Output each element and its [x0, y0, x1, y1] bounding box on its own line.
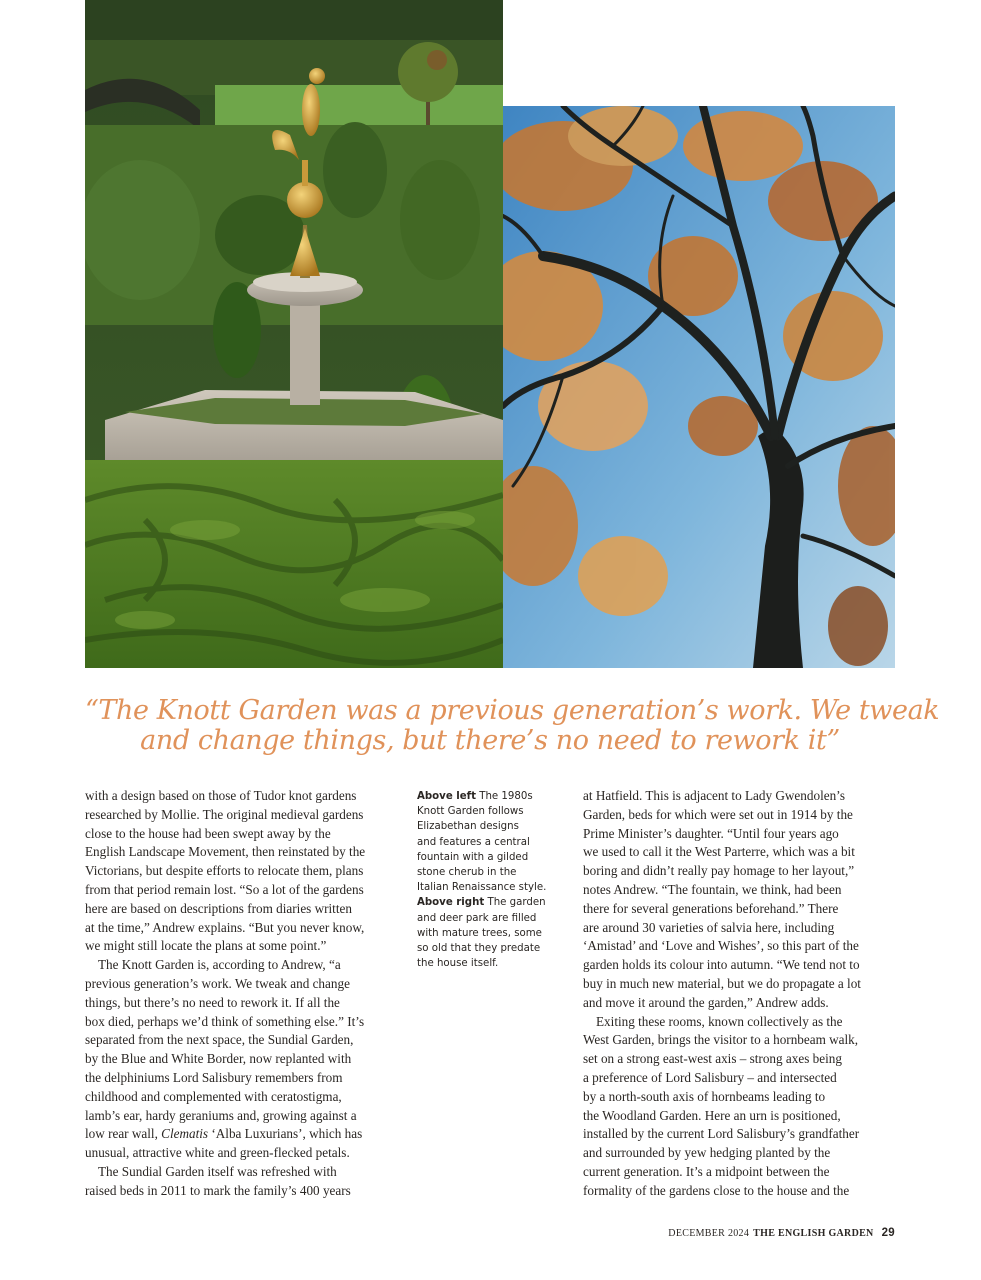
text-line: here are based on descriptions from diaries written [85, 900, 352, 916]
text-line: lamb’s ear, hardy geraniums and, growing against a [85, 1107, 357, 1123]
text-line: West Garden, brings the visitor to a hornbeam walk, [583, 1032, 859, 1048]
text-line: and surrounded by yew hedging planted by the [583, 1145, 831, 1161]
text-line: the delphiniums Lord Salisbury remembers from [85, 1069, 343, 1085]
caption-line: Elizabethan designs [417, 821, 519, 833]
caption-line: with mature trees, some [417, 927, 542, 939]
pull-quote-line: “The Knott Garden was a previous generation’s work. We tweak [85, 695, 940, 726]
caption-line [417, 895, 567, 910]
caption-text: The garden [487, 897, 546, 909]
text-line: garden holds its colour into autumn. “We tend not to [583, 957, 860, 973]
text-line: formality of the gardens close to the house and the [583, 1182, 850, 1198]
caption-line: fountain with a gilded [417, 851, 529, 863]
body-column-left [85, 787, 395, 1201]
paragraph [85, 787, 395, 956]
caption-line: and deer park are filled [417, 912, 537, 924]
text-line: Exiting these rooms, known collectively as the [596, 1013, 843, 1029]
caption-line: so old that they predate [417, 943, 541, 955]
paragraph [85, 956, 395, 1163]
text-line: ‘Amistad’ and ‘Love and Wishes’, so this part of the [583, 938, 859, 954]
text-line: are around 30 varieties of salvia here, including [583, 919, 835, 935]
text-line: English Landscape Movement, then reinstated by the [85, 844, 366, 860]
plant-name-italic: Clematis [161, 1126, 209, 1142]
paragraph [583, 787, 895, 1013]
text-line: the Woodland Garden. Here an urn is positioned, [583, 1107, 841, 1123]
text-line: current generation. It’s a midpoint between the [583, 1163, 830, 1179]
page-number: 29 [881, 1227, 895, 1239]
text-line: things, but there’s no need to rework it. If all the [85, 994, 340, 1010]
text-line: researched by Mollie. The original medieval gardens [85, 806, 364, 822]
text-line: box died, perhaps we’d think of something else.” It’s [85, 1013, 365, 1029]
text-line: Garden, beds for which were set out in 1914 by the [583, 806, 853, 822]
text-line: we used to call it the West Parterre, which was a bit [583, 844, 855, 860]
pull-quote-line: and change things, but there’s no need to rework it” [140, 725, 840, 756]
text-line: set on a strong east-west axis – strong axes being [583, 1051, 842, 1067]
text-line: boring and didn’t really pay homage to her layout,” [583, 863, 855, 879]
paragraph [85, 1163, 395, 1201]
issue-date: DECEMBER 2024 [668, 1228, 750, 1239]
caption-text: The 1980s [479, 791, 533, 802]
text-fragment: ‘Alba Luxurians’, which has [211, 1126, 363, 1142]
text-line: notes Andrew. “The fountain, we think, had been [583, 881, 842, 897]
text-fragment: low rear wall, [85, 1126, 158, 1142]
text-line: and move it around the garden,” Andrew adds. [583, 994, 829, 1010]
text-line: Victorians, but despite efforts to relocate them, plans [85, 863, 364, 879]
text-line: raised beds in 2011 to mark the family’s 400 years [85, 1182, 351, 1198]
text-line: previous generation’s work. We tweak and change [85, 975, 350, 991]
text-line: at Hatfield. This is adjacent to Lady Gwendolen’s [583, 788, 845, 803]
autumn-tree-canopy-photo [503, 106, 895, 668]
text-line: buy in much new material, but we do propagate a lot [583, 975, 861, 991]
text-line: at the time,” Andrew explains. “But you never know, [85, 919, 365, 935]
caption-line: and features a central [417, 836, 530, 848]
text-line [85, 1125, 395, 1144]
text-line: close to the house had been swept away by the [85, 825, 331, 841]
text-line: The Knott Garden is, according to Andrew, “a [98, 957, 341, 973]
photo-caption [417, 789, 567, 971]
pull-quote [85, 695, 940, 756]
text-line: with a design based on those of Tudor knot gardens [85, 788, 357, 803]
text-line: installed by the current Lord Salisbury’s grandfather [583, 1126, 860, 1142]
text-line: we might still locate the plans at some point.” [85, 938, 327, 954]
caption-line: the house itself. [417, 958, 499, 970]
text-line: Prime Minister’s daughter. “Until four years ago [583, 825, 839, 841]
magazine-name: THE ENGLISH GARDEN [753, 1228, 874, 1239]
text-line: by a north-south axis of hornbeams leading to [583, 1088, 826, 1104]
page-footer [668, 1227, 895, 1239]
text-line: separated from the next space, the Sundial Garden, [85, 1032, 354, 1048]
caption-line: Knott Garden follows [417, 806, 524, 818]
text-line: from that period remain lost. “So a lot of the gardens [85, 881, 364, 897]
caption-line: Italian Renaissance style. [417, 882, 547, 894]
text-line: by the Blue and White Border, now replanted with [85, 1051, 352, 1067]
text-line: there for several generations beforehand.” There [583, 900, 839, 916]
caption-line: stone cherub in the [417, 867, 517, 879]
caption-label-above-right: Above right [417, 897, 485, 909]
knot-garden-fountain-photo [85, 0, 503, 668]
text-line: a preference of Lord Salisbury – and intersected [583, 1069, 837, 1085]
paragraph [583, 1013, 895, 1201]
caption-line [417, 789, 567, 804]
caption-label-above-left: Above left [417, 791, 476, 802]
text-line: The Sundial Garden itself was refreshed with [98, 1163, 337, 1179]
text-line: unusual, attractive white and green-flecked petals. [85, 1145, 350, 1161]
body-column-right [583, 787, 895, 1201]
text-line: childhood and complemented with ceratostigma, [85, 1088, 342, 1104]
